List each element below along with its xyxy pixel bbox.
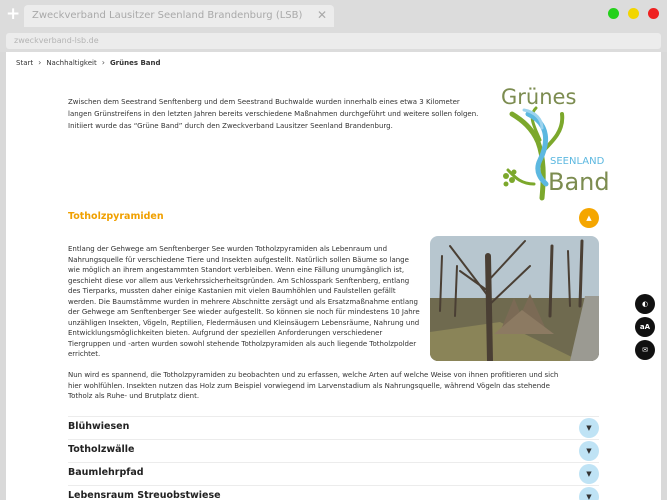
browser-chrome [0, 0, 667, 52]
new-tab-icon[interactable]: + [6, 4, 21, 24]
accordion-streuobstwiese[interactable] [68, 485, 599, 500]
totholzpyramiden-paragraph-1: Entlang der Gehwege am Senftenberger See wurden Totholzpyramiden als Lebenraum und Nahrungsquelle für verschiedene Tiere und Insekten aufgestellt. Natürlich sollen Bäume so lange wie möglich an ihrem angestammten Standort verbleiben. Wenn eine Fällung unumgänglich ist, geschieht diese vor allem aus Verkehrssicherheitsgründen. Am Schlosspark Senftenberg, entlang des Tierparks, mussten daher einige Kastanien mit vielen Baumhöhlen und Faulstellen gefällt werden. Die Baumstämme wurden in mehrere Abschnitte zersägt und als Ersatzmaßnahme entlang der Gehwege am Senftenberger See wieder aufgestellt. So können sie noch für mindestens 10 Jahre unzähligen Insekten, Vögeln, Reptilien, Fledermäusen und Kleinsäugern Lebensräume, Nahrung und Entwicklungsmöglichkeiten bieten. Aufgrund der speziellen Anforderungen verschiedener Tiergruppen und -arten wurden sowohl stehende Totholzpyramiden als auch liegende Totholzpolder errichtet. [68, 245, 420, 358]
chevron-up-icon[interactable]: ▲ [579, 208, 599, 228]
accordion-totholzpyramiden[interactable] [68, 207, 599, 229]
close-tab-icon[interactable]: ✕ [316, 8, 327, 22]
accordion-title: Lebensraum Streuobstwiese [68, 490, 221, 500]
gruenes-band-logo [498, 80, 610, 204]
breadcrumb [16, 58, 161, 67]
logo-word-band: Band [548, 168, 610, 196]
totholzpyramiden-paragraph-2: Nun wird es spannend, die Totholzpyramiden zu beobachten und zu erfassen, welche Arten auf welche Weise von ihnen profitieren und sich hier wohlfühlen. Insekten nutzen das Holz zum Beispiel vorwiegend im Larvenstadium als Nahrungsquelle, während Vögeln das stehende Totholz als Ruhe- und Brutplatz dient. [68, 371, 559, 400]
accordion-title: Totholzpyramiden [68, 211, 164, 222]
accordion-title: Baumlehrpfad [68, 467, 144, 478]
browser-tab[interactable] [24, 5, 334, 27]
web-page [6, 52, 661, 500]
logo-word-gruenes: Grünes [501, 85, 577, 109]
logo-word-seenland: SEENLAND [550, 156, 605, 167]
chevron-down-icon[interactable]: ▼ [579, 441, 599, 461]
font-size-icon[interactable]: aA [635, 317, 655, 337]
breadcrumb-nachhaltigkeit[interactable]: Nachhaltigkeit [46, 58, 97, 67]
tab-title: Zweckverband Lausitzer Seenland Brandenburg (LSB) [32, 10, 303, 21]
contrast-icon[interactable]: ◐ [635, 294, 655, 314]
chevron-down-icon[interactable]: ▼ [579, 487, 599, 500]
chevron-down-icon[interactable]: ▼ [579, 418, 599, 438]
maximize-window-button[interactable] [608, 8, 619, 19]
breadcrumb-current: Grünes Band [109, 58, 161, 67]
intro-text: Zwischen dem Seestrand Senftenberg und dem Seestrand Buchwalde wurden innerhalb eines etwa 3 Kilometer langen Grünstreifens in den letzten Jahren bereits verschiedene Maßnahmen durchgeführt und weitere sollen folgen. Initiiert wurde das “Grüne Band” durch den Zweckverband Lausitzer Seenland Brandenburg. [68, 98, 479, 130]
accordion-title: Totholzwälle [68, 444, 135, 455]
minimize-window-button[interactable] [628, 8, 639, 19]
close-window-button[interactable] [648, 8, 659, 19]
accessibility-toolbar [635, 294, 655, 360]
mail-icon[interactable]: ✉ [635, 340, 655, 360]
breadcrumb-separator: › [101, 58, 105, 67]
url-text: zweckverband-lsb.de [14, 36, 99, 45]
breadcrumb-start[interactable]: Start [16, 58, 34, 67]
chevron-down-icon[interactable]: ▼ [579, 464, 599, 484]
totholzpyramide-photo [430, 236, 599, 361]
breadcrumb-separator: › [38, 58, 42, 67]
accordion-baumlehrpfad[interactable] [68, 462, 599, 484]
address-bar[interactable] [6, 33, 661, 49]
accordion-bluehwiesen[interactable] [68, 416, 599, 438]
accordion-totholzwaelle[interactable] [68, 439, 599, 461]
accordion-title: Blühwiesen [68, 421, 130, 432]
